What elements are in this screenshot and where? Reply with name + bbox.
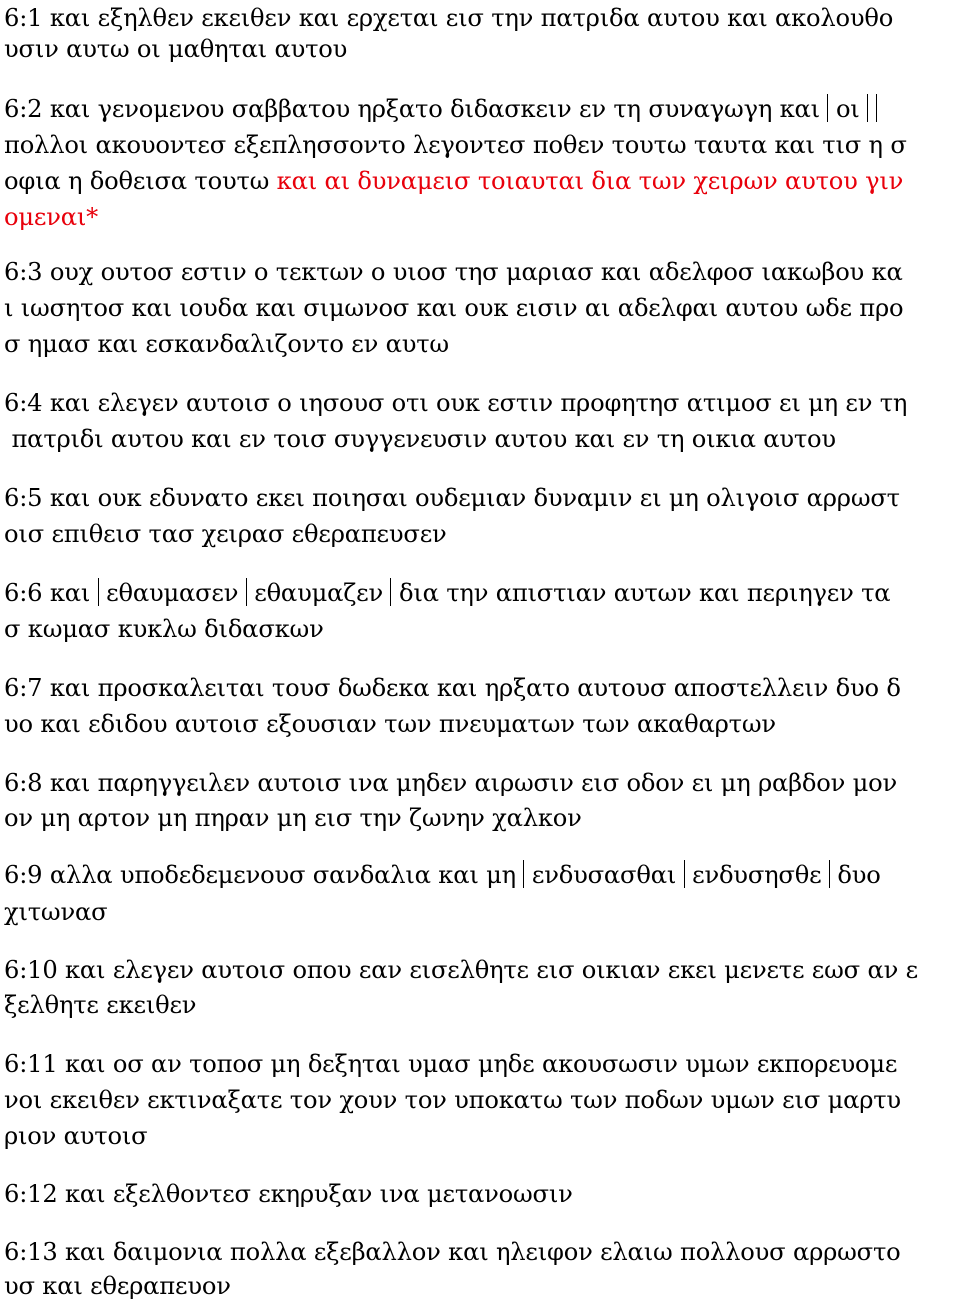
verse-6-12-line-1 — [4, 1176, 573, 1212]
text-segment: ξελθητε εκειθεν — [4, 991, 197, 1019]
text-segment: 6:1 και εξηλθεν εκειθεν και ερχεται εισ την πατριδα αυτου και ακολουθο — [4, 4, 894, 32]
verse-6-4-line-2 — [4, 421, 836, 457]
verse-6-9-line-2 — [4, 894, 107, 930]
variant-divider — [827, 94, 828, 122]
text-segment: 6:5 και ουκ εδυνατο εκει ποιησαι ουδεμιαν δυναμιν ει μη ολιγοισ αρρωστ — [4, 484, 900, 512]
text-segment: υσ και εθεραπευον — [4, 1272, 231, 1300]
text-segment: οισ επιθεισ τασ χειρασ εθεραπευσεν — [4, 520, 447, 548]
text-segment: υσιν αυτω οι μαθηται αυτου — [4, 35, 348, 63]
text-segment: ον μη αρτον μη πηραν μη εισ την ζωνην χαλκον — [4, 804, 582, 832]
verse-6-3-line-1 — [4, 254, 903, 290]
text-segment: 6:12 και εξελθοντεσ εκηρυξαν ινα μετανοωσιν — [4, 1180, 573, 1208]
verse-6-11-line-2 — [4, 1082, 901, 1118]
verse-6-6-line-1 — [4, 575, 890, 611]
text-segment: 6:6 και — [4, 579, 98, 607]
text-segment: ριον αυτοισ — [4, 1122, 148, 1150]
text-segment: 6:2 και γενομενου σαββατου ηρξατο διδασκειν εν τη συναγωγη και — [4, 95, 828, 123]
text-segment: υο και εδιδου αυτοισ εξουσιαν των πνευματων των ακαθαρτων — [4, 710, 776, 738]
text-segment: νοι εκειθεν εκτιναξατε τον χουν τον υποκατω των ποδων υμων εισ μαρτυ — [4, 1086, 901, 1114]
verse-6-2-line-2 — [4, 127, 907, 163]
text-segment: ενδυσησθε — [684, 861, 829, 889]
text-segment: χιτωνασ — [4, 898, 108, 926]
verse-6-4-line-1 — [4, 385, 907, 421]
verse-6-13-line-2 — [4, 1268, 231, 1304]
highlighted-text: ομεναι* — [4, 203, 99, 231]
verse-6-6-line-2 — [4, 611, 324, 647]
verse-6-7-line-1 — [4, 670, 901, 706]
text-segment: δια την απιστιαν αυτων και περιηγεν τα — [391, 579, 891, 607]
verse-6-8-line-1 — [4, 765, 897, 801]
text-segment: οι — [835, 95, 868, 123]
variant-divider — [867, 94, 868, 122]
text-segment: σ ημασ και εσκανδαλιζοντο εν αυτω — [4, 330, 449, 358]
verse-6-10-line-2 — [4, 987, 196, 1023]
verse-6-5-line-2 — [4, 516, 447, 552]
text-segment: ενδυσασθαι — [524, 861, 684, 889]
verse-6-9-line-1 — [4, 857, 881, 893]
text-segment: ι ιωσητοσ και ιουδα και σιμωνοσ και ουκ εισιν αι αδελφαι αυτου ωδε προ — [4, 294, 904, 322]
verse-6-10-line-1 — [4, 952, 918, 988]
text-segment: 6:9 αλλα υποδεδεμενουσ σανδαλια και μη — [4, 861, 524, 889]
text-segment: δυο — [829, 861, 881, 889]
text-segment: 6:8 και παρηγγειλεν αυτοισ ινα μηδεν αιρωσιν εισ οδον ει μη ραβδον μον — [4, 769, 898, 797]
text-segment: σ κωμασ κυκλω διδασκων — [4, 615, 324, 643]
text-segment: πολλοι ακουοντεσ εξεπλησσοντο λεγοντεσ ποθεν τουτω ταυτα και τισ η σ — [4, 131, 907, 159]
text-segment: εθαυμασεν — [98, 579, 246, 607]
text-segment: 6:10 και ελεγεν αυτοισ οπου εαν εισελθητε εισ οικιαν εκει μενετε εωσ αν ε — [4, 956, 918, 984]
verse-6-3-line-3 — [4, 326, 449, 362]
verse-6-1-line-2 — [4, 31, 347, 67]
verse-6-11-line-3 — [4, 1118, 147, 1154]
variant-divider — [876, 94, 877, 122]
verse-6-2-line-4 — [4, 199, 98, 235]
text-segment: εθαυμαζεν — [246, 579, 391, 607]
text-segment: πατριδι αυτου και εν τοισ συγγενευσιν αυτου και εν τη οικια αυτου — [4, 425, 836, 453]
verse-6-5-line-1 — [4, 480, 900, 516]
text-segment: 6:3 ουχ ουτοσ εστιν ο τεκτων ο υιοσ τησ μαριασ και αδελφοσ ιακωβου κα — [4, 258, 903, 286]
text-segment: 6:4 και ελεγεν αυτοισ ο ιησουσ οτι ουκ εστιν προφητησ ατιμοσ ει μη εν τη — [4, 389, 908, 417]
text-segment: 6:7 και προσκαλειται τουσ δωδεκα και ηρξατο αυτουσ αποστελλειν δυο δ — [4, 674, 901, 702]
highlighted-text: και αι δυναμεισ τοιαυται δια των χειρων αυτου γιν — [276, 167, 904, 195]
verse-6-8-line-2 — [4, 800, 582, 836]
verse-6-11-line-1 — [4, 1046, 897, 1082]
verse-6-7-line-2 — [4, 706, 776, 742]
verse-6-2-line-3 — [4, 163, 903, 199]
text-segment: 6:13 και δαιμονια πολλα εξεβαλλον και ηλειφον ελαιω πολλουσ αρρωστο — [4, 1238, 901, 1266]
text-segment: 6:11 και οσ αν τοποσ μη δεξηται υμασ μηδε ακουσωσιν υμων εκπορευομε — [4, 1050, 898, 1078]
verse-6-2-line-1 — [4, 91, 877, 127]
verse-6-3-line-2 — [4, 290, 903, 326]
verse-6-13-line-1 — [4, 1234, 901, 1270]
text-segment: οφια η δοθεισα τουτω — [4, 167, 277, 195]
